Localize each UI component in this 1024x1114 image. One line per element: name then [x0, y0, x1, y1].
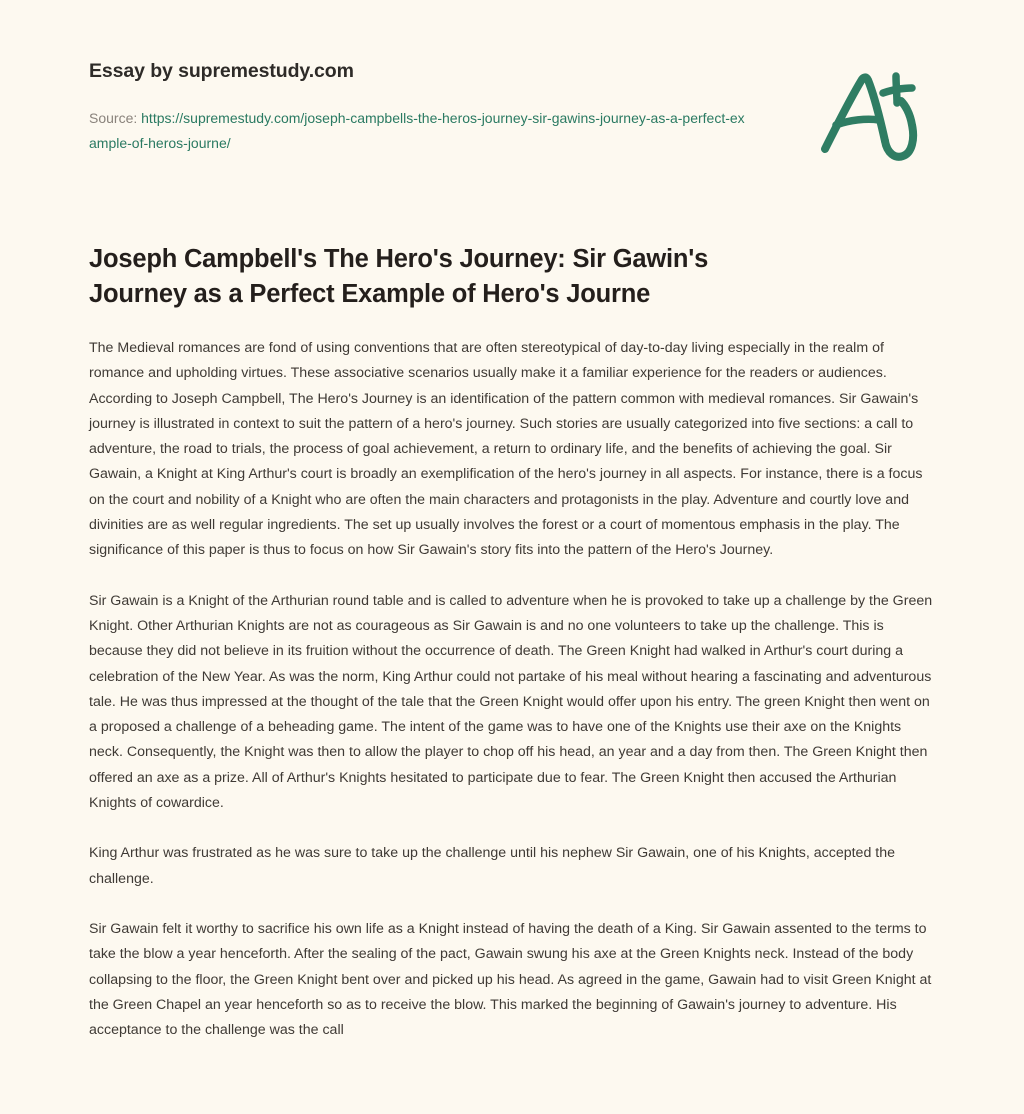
- essay-byline: Essay by supremestudy.com: [89, 60, 354, 82]
- body-paragraph: Sir Gawain felt it worthy to sacrifice his own life as a Knight instead of having the death of a King. Sir Gawain assented to the terms to take the blow a year henceforth. After the sealing of the pact, Gawain swung his axe at the Green Knights neck. Instead of the body collapsing to the floor, the Green Knight bent over and picked up his head. As agreed in the game, Gawain had to visit Green Knight at the Green Chapel an year henceforth so as to receive the blow. This marked the beginning of Gawain's journey to adventure. His acceptance to the challenge was the call: [89, 920, 932, 1039]
- source-line: [89, 106, 749, 156]
- body-paragraph: King Arthur was frustrated as he was sure to take up the challenge until his nephew Sir Gawain, one of his Knights, accepted the challenge.: [89, 845, 896, 887]
- document-header: [89, 0, 935, 156]
- page-title: Joseph Campbell's The Hero's Journey: Sir Gawin's Journey as a Perfect Example of Hero's Journe: [89, 245, 709, 308]
- body-paragraph: Sir Gawain is a Knight of the Arthurian round table and is called to adventure when he is provoked to take up a challenge by the Green Knight. Other Arthurian Knights are not as courageous as Sir Gawain is and no one volunteers to take up the challenge. This is because they did not believe in its fruition without the occurrence of death. The Green Knight had walked in Arthur's court during a celebration of the New Year. As was the norm, King Arthur could not partake of his meal without hearing a fascinating and adventurous tale. He was thus impressed at the thought of the tale that the Green Knight would offer upon his entry. The green Knight then went on a proposed a challenge of a beheading game. The intent of the game was to have one of the Knights use their axe on the Knights neck. Consequently, the Knight was then to allow the player to chop off his head, an year and a day from then. The Green Knight then offered an axe as a prize. All of Arthur's Knights hesitated to participate due to fear. The Green Knight then accused the Arthurian Knights of cowardice.: [89, 592, 933, 812]
- source-label: Source:: [89, 110, 142, 126]
- a-plus-logo: [805, 58, 935, 168]
- body-paragraph: The Medieval romances are fond of using conventions that are often stereotypical of day-to-day living especially in the realm of romance and upholding virtues. These associative scenarios usually make it a familiar experience for the readers or audiences. According to Joseph Campbell, The Hero's Journey is an identification of the pattern common with medieval romances. Sir Gawain's journey is illustrated in context to suit the pattern of a hero's journey. Such stories are usually categorized into five sections: a call to adventure, the road to trials, the process of goal achievement, a return to ordinary life, and the benefits of achieving the goal. Sir Gawain, a Knight at King Arthur's court is broadly an exemplification of the hero's journey in all aspects. For instance, there is a focus on the court and nobility of a Knight who are often the main characters and protagonists in the play. Adventure and courtly love and divinities are as well regular ingredients. The set up usually involves the forest or a court of momentous emphasis in the play. The significance of this paper is thus to focus on how Sir Gawain's story fits into the pattern of the Hero's Journey.: [89, 340, 923, 559]
- document-body: [89, 312, 935, 1043]
- source-url-link[interactable]: https://supremestudy.com/joseph-campbells-the-heros-journey-sir-gawins-journey-as-a-perfect-example-of-heros-journe/: [89, 110, 745, 151]
